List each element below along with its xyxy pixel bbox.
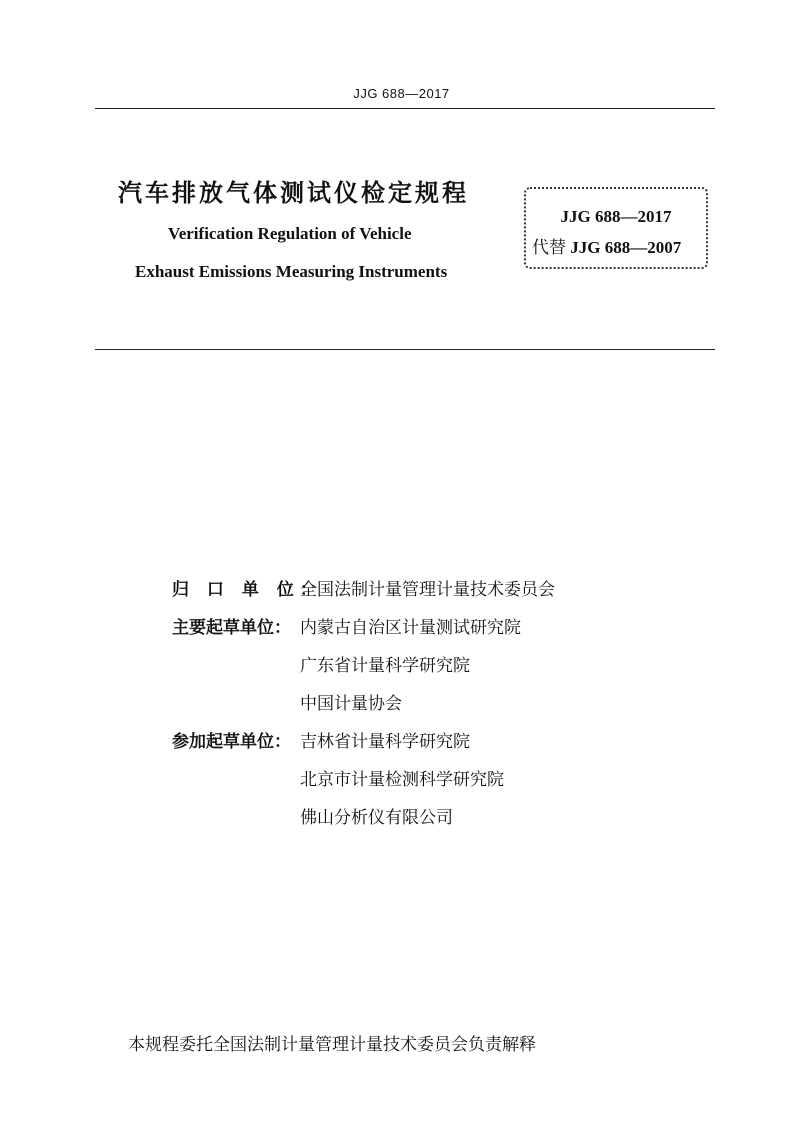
main-drafting-unit-row bbox=[172, 644, 555, 682]
replaced-code: JJG 688—2007 bbox=[566, 238, 682, 257]
title-english-line2: Exhaust Emissions Measuring Instruments bbox=[135, 262, 448, 281]
participating-unit-label: 参加起草单位： bbox=[172, 731, 291, 752]
replace-prefix: 代替 bbox=[532, 238, 566, 258]
main-drafting-unit-row bbox=[172, 682, 555, 720]
responsible-unit-row bbox=[172, 568, 555, 606]
header-standard-code: JJG 688—2017 bbox=[353, 86, 450, 101]
participating-unit: 佛山分析仪有限公司 bbox=[300, 807, 453, 828]
title-english-line1: Verification Regulation of Vehicle bbox=[168, 224, 412, 243]
main-drafting-unit-row bbox=[172, 606, 555, 644]
participating-unit-row bbox=[172, 720, 555, 758]
responsible-unit: 全国法制计量管理计量技术委员会 bbox=[300, 579, 555, 600]
responsible-unit-label: 归 口 单 位： bbox=[172, 579, 323, 600]
participating-unit: 吉林省计量科学研究院 bbox=[300, 731, 470, 752]
title-divider bbox=[95, 349, 715, 350]
replaced-standard-code bbox=[532, 233, 681, 258]
drafting-units bbox=[172, 568, 555, 834]
header-divider bbox=[95, 108, 715, 109]
main-drafting-unit: 内蒙古自治区计量测试研究院 bbox=[300, 617, 521, 638]
participating-unit: 北京市计量检测科学研究院 bbox=[300, 769, 504, 790]
main-drafting-unit: 中国计量协会 bbox=[300, 693, 402, 714]
main-drafting-unit-label: 主要起草单位： bbox=[172, 617, 291, 638]
participating-unit-row bbox=[172, 758, 555, 796]
title-chinese: 汽车排放气体测试仪检定规程 bbox=[118, 179, 469, 207]
standard-code: JJG 688—2017 bbox=[560, 207, 672, 226]
main-drafting-unit: 广东省计量科学研究院 bbox=[300, 655, 470, 676]
interpretation-note: 本规程委托全国法制计量管理计量技术委员会负责解释 bbox=[128, 1035, 536, 1055]
participating-unit-row bbox=[172, 796, 555, 834]
